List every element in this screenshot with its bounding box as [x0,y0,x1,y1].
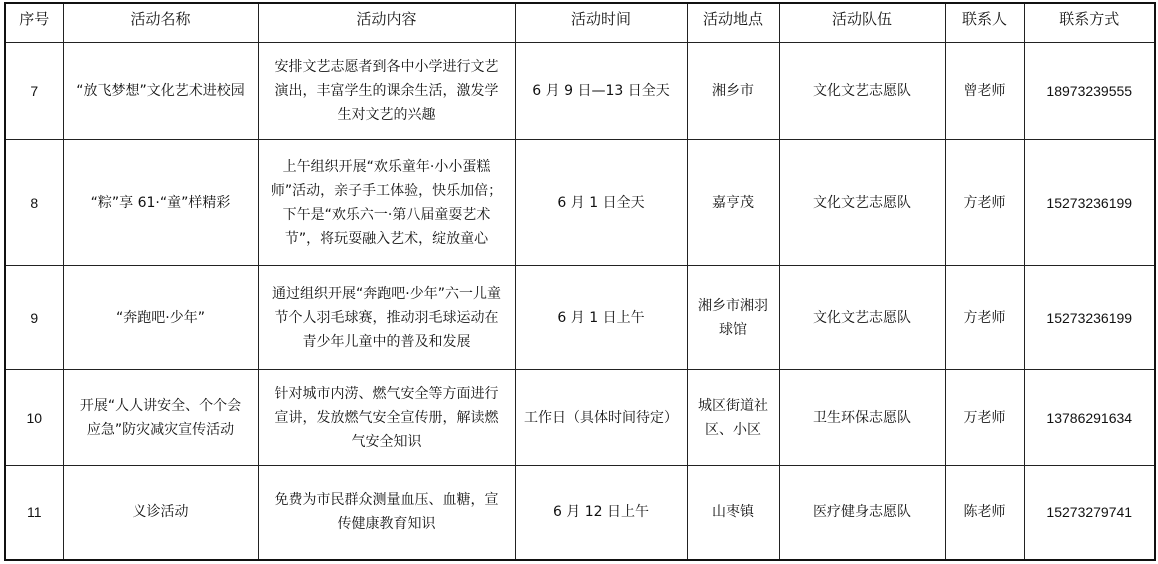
cell-time: 工作日（具体时间待定） [515,370,687,466]
cell-place: 嘉亨茂 [687,140,779,266]
header-content: 活动内容 [258,3,515,43]
cell-phone: 13786291634 [1024,370,1155,466]
table-row [5,43,1155,140]
cell-no: 9 [5,266,63,370]
cell-team: 文化文艺志愿队 [779,266,945,370]
table-row [5,370,1155,466]
cell-name: 开展“人人讲安全、个个会应急”防灾减灾宣传活动 [63,370,258,466]
table-row [5,466,1155,560]
header-contact: 联系人 [945,3,1024,43]
header-team: 活动队伍 [779,3,945,43]
cell-time: 6 月 9 日—13 日全天 [515,43,687,140]
cell-phone: 15273279741 [1024,466,1155,560]
cell-phone: 15273236199 [1024,140,1155,266]
cell-contact: 方老师 [945,140,1024,266]
cell-place: 湘乡市 [687,43,779,140]
header-phone: 联系方式 [1024,3,1155,43]
cell-time: 6 月 1 日上午 [515,266,687,370]
cell-name: 义诊活动 [63,466,258,560]
cell-team: 文化文艺志愿队 [779,140,945,266]
header-name: 活动名称 [63,3,258,43]
cell-place: 湘乡市湘羽球馆 [687,266,779,370]
table-row [5,140,1155,266]
table-header-row [5,3,1155,43]
cell-phone: 15273236199 [1024,266,1155,370]
cell-team: 卫生环保志愿队 [779,370,945,466]
cell-contact: 陈老师 [945,466,1024,560]
cell-name: “粽”享 61·“童”样精彩 [63,140,258,266]
cell-name: “奔跑吧·少年” [63,266,258,370]
cell-time: 6 月 1 日全天 [515,140,687,266]
cell-contact: 万老师 [945,370,1024,466]
cell-content: 免费为市民群众测量血压、血糖，宣传健康教育知识 [258,466,515,560]
cell-no: 7 [5,43,63,140]
cell-phone: 18973239555 [1024,43,1155,140]
cell-contact: 方老师 [945,266,1024,370]
cell-no: 11 [5,466,63,560]
header-time: 活动时间 [515,3,687,43]
cell-place: 山枣镇 [687,466,779,560]
activity-table [4,2,1156,561]
cell-time: 6 月 12 日上午 [515,466,687,560]
cell-content: 上午组织开展“欢乐童年·小小蛋糕师”活动，亲子手工体验，快乐加倍；下午是“欢乐六一·第八届童耍艺术节”，将玩耍融入艺术，绽放童心 [258,140,515,266]
cell-name: “放飞梦想”文化艺术进校园 [63,43,258,140]
cell-place: 城区街道社区、小区 [687,370,779,466]
cell-content: 通过组织开展“奔跑吧·少年”六一儿童节个人羽毛球赛，推动羽毛球运动在青少年儿童中的普及和发展 [258,266,515,370]
cell-no: 10 [5,370,63,466]
header-place: 活动地点 [687,3,779,43]
cell-team: 医疗健身志愿队 [779,466,945,560]
activity-table-container [4,2,1156,561]
table-row [5,266,1155,370]
cell-team: 文化文艺志愿队 [779,43,945,140]
cell-no: 8 [5,140,63,266]
cell-content: 针对城市内涝、燃气安全等方面进行宣讲，发放燃气安全宣传册，解读燃气安全知识 [258,370,515,466]
header-no: 序号 [5,3,63,43]
cell-content: 安排文艺志愿者到各中小学进行文艺演出，丰富学生的课余生活，激发学生对文艺的兴趣 [258,43,515,140]
cell-contact: 曾老师 [945,43,1024,140]
